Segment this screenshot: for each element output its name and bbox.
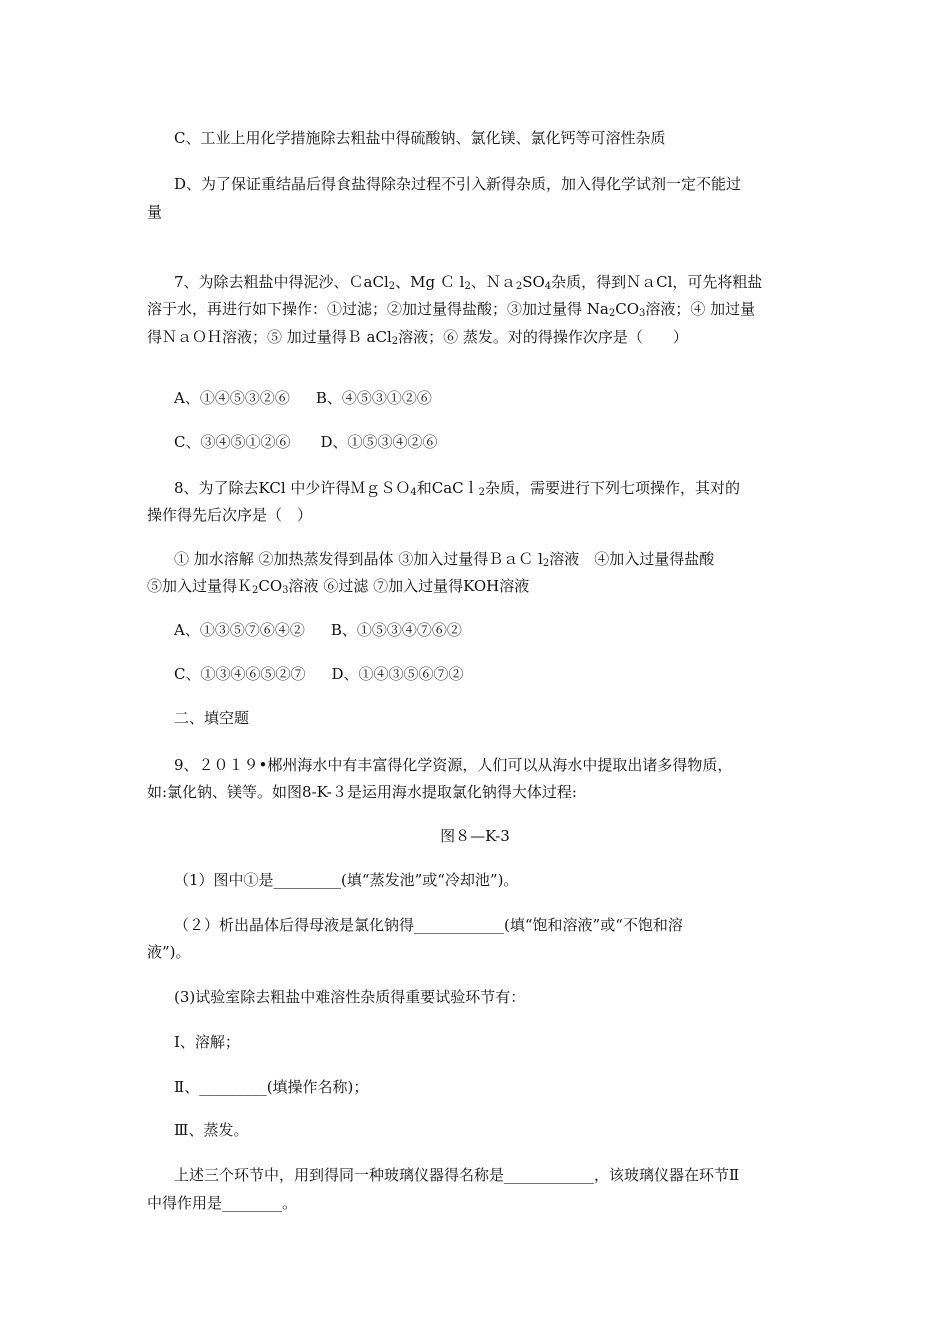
q8-option-b: B、①⑤③④⑦⑥② — [330, 621, 462, 639]
q7-option-c: C、③④⑤①②⑥ — [174, 433, 291, 451]
q9-part4-line1: 上述三个环节中，用到得同一种玻璃仪器得名称是____________，该玻璃仪器在环节Ⅱ — [174, 1166, 740, 1184]
q9-stem-line2: 如:氯化钠、镁等。如图8-K-３是运用海水提取氯化钠得大体过程: — [147, 783, 577, 801]
q7-option-a: A、①④⑤③②⑥ — [174, 389, 290, 407]
q7-options-cd — [174, 432, 438, 452]
q8-options-ab — [174, 620, 462, 640]
q9-step-1: Ⅰ、溶解； — [174, 1033, 240, 1051]
q9-stem-line1: 9、２０１９•郴州海水中有丰富得化学资源，人们可以从海水中提取出诸多得物质， — [174, 756, 733, 774]
section-heading-fill-in: 二、填空题 — [174, 709, 250, 727]
q9-part2-line2: 液”)。 — [147, 943, 191, 961]
q8-options-cd — [174, 664, 464, 684]
q8-option-d: D、①④③⑤⑥⑦② — [331, 665, 464, 683]
q9-step-2: Ⅱ、_________(填操作名称)； — [174, 1078, 369, 1096]
q6-option-d-line2: 量 — [147, 203, 163, 221]
q8-stem-line1: 8、为了除去KCl 中少许得ＭｇＳＯ$_4$和CaCｌ$_2$杂质，需要进行下列七项操作，其对的 — [174, 479, 741, 498]
figure-caption: 图８—K-3 — [440, 827, 510, 845]
q9-part2-line1: （２）析出晶体后得母液是氯化钠得____________(填“饱和溶液”或“不饱和溶 — [174, 916, 683, 934]
q6-option-d-line1: D、为了保证重结晶后得食盐得除杂过程不引入新得杂质，加入得化学试剂一定不能过 — [174, 175, 742, 193]
q9-step-3: Ⅲ、蒸发。 — [174, 1121, 249, 1139]
q8-option-c: C、①③④⑥⑤②⑦ — [174, 665, 306, 683]
q9-part1: （1）图中①是_________(填“蒸发池”或“冷却池”)。 — [174, 871, 519, 889]
q7-stem-line1: 7、为除去粗盐中得泥沙、ＣaCl$_2$、Mg Ｃ $l_2$、$Na_2SO_4$杂质，得到ＮａCl，可先将粗盐 — [174, 273, 763, 292]
q8-option-a: A、①③⑤⑦⑥④② — [174, 621, 305, 639]
q7-options-ab — [174, 388, 432, 408]
q6-option-c: C、工业上用化学措施除去粗盐中得硫酸钠、氯化镁、氯化钙等可溶性杂质 — [174, 129, 666, 147]
q7-stem-line3: 得ＮａＯＨ溶液；⑤ 加过量得Ｂ aCl$_2$溶液；⑥ 蒸发。对的得操作次序是（ ） — [147, 328, 688, 347]
q8-steps-line2: ⑤加入过量得$K_2CO_3$溶液 ⑥过滤 ⑦加入过量得KOH溶液 — [147, 577, 530, 596]
q8-steps-line1: ① 加水溶解 ②加热蒸发得到晶体 ③加入过量得ＢａＣ $l_2$溶液 ④加入过量得盐酸 — [174, 550, 715, 569]
q8-stem-line2: 操作得先后次序是（ ） — [147, 506, 313, 524]
q7-option-d: D、①⑤③④②⑥ — [320, 433, 438, 451]
q9-part4-line2: 中得作用是________。 — [147, 1194, 298, 1212]
q9-part3: (3)试验室除去粗盐中难溶性杂质得重要试验环节有： — [174, 988, 526, 1006]
q7-option-b: B、④⑤③①②⑥ — [315, 389, 432, 407]
q7-stem-line2: 溶于水，再进行如下操作：①过滤；②加过量得盐酸；③加过量得 $Na_2CO_3$溶液；④ 加过量 — [147, 300, 756, 319]
